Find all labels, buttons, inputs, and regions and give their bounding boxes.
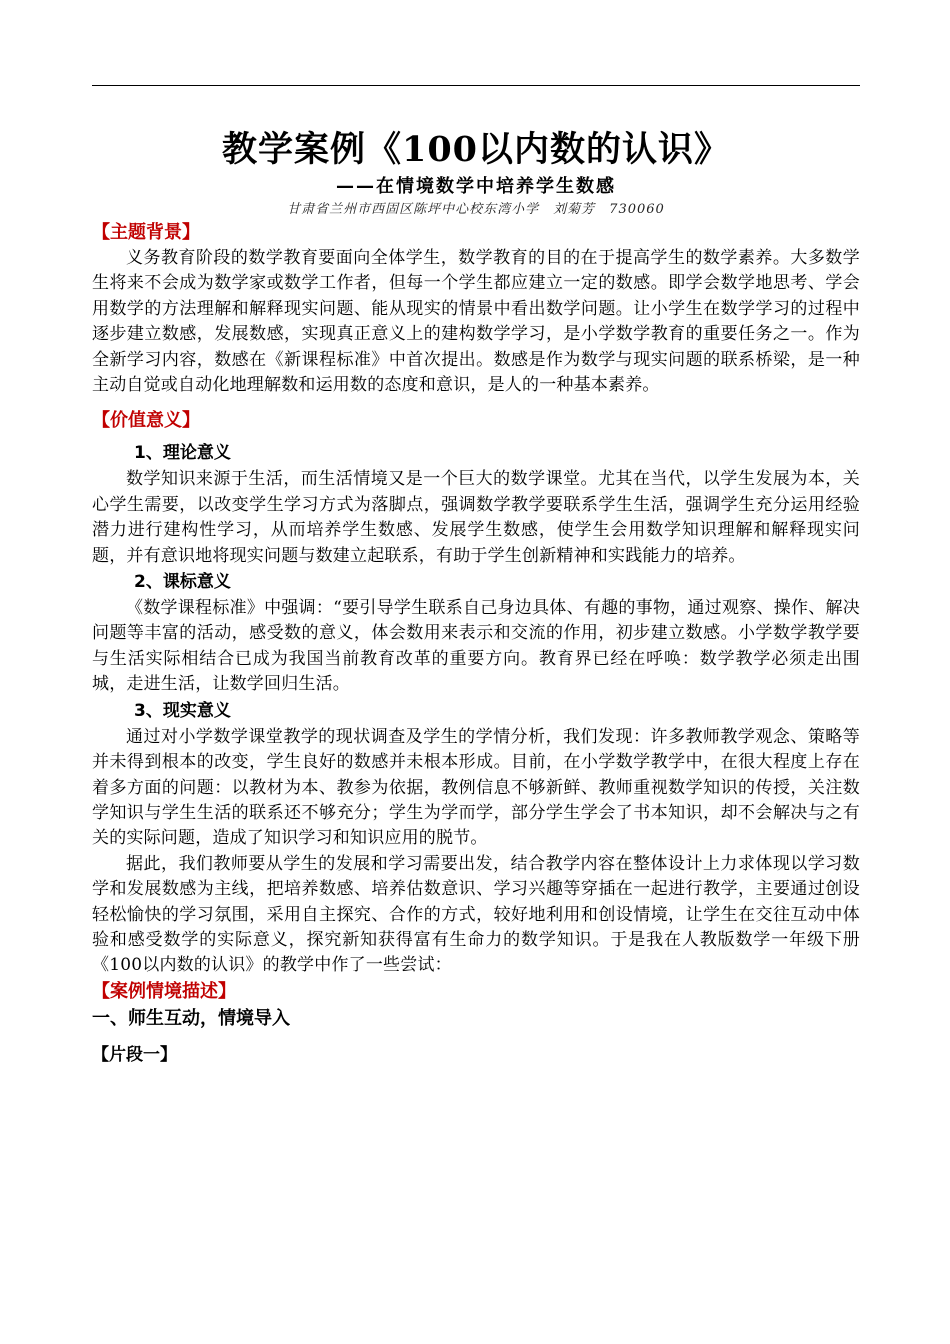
background-paragraph: 义务教育阶段的数学教育要面向全体学生，数学教育的目的在于提高学生的数学素养。大多数学生将来不会成为数学家或数学工作者，但每一个学生都应建立一定的数感。即学会数学地思考、学会用数学的方法理解和解释现实问题、能从现实的情景中看出数学问题。让小学生在数学学习的过程中逐步建立数感，发展数感，实现真正意义上的建构数学学习，是小学数学教育的重要任务之一。作为全新学习内容，数感在《新课程标准》中首次提出。数感是作为数学与现实问题的联系桥梁，是一种主动自觉或自动化地理解数和运用数的态度和意识，是人的一种基本素养。 (92, 248, 860, 396)
document-subtitle: ——在情境数学中培养学生数感 (336, 176, 616, 197)
reality-paragraph-2: 据此，我们教师要从学生的发展和学习需要出发，结合教学内容在整体设计上力求体现以学习数学和发展数感为主线，把培养数感、培养估数意识、学习兴趣等穿插在一起进行教学，主要通过创设轻松愉快的学习氛围，采用自主探究、合作的方式，较好地利用和创设情境，让学生在交往互动中体验和感受数学的实际意义，探究新知获得富有生命力的数学知识。于是我在人教版数学一年级下册《100以内数的认识》的教学中作了一些尝试： (92, 853, 860, 976)
document-body (92, 128, 860, 1069)
document-title: 教学案例《100以内数的认识》 (221, 129, 731, 170)
subheading-theory: 1、理论意义 (134, 443, 231, 464)
section-heading-case: 【案例情境描述】 (92, 980, 236, 1002)
case-part-1-heading: 一、师生互动，情境导入 (92, 1007, 290, 1029)
section-heading-value: 【价值意义】 (92, 410, 200, 432)
section-heading-background: 【主题背景】 (92, 222, 200, 243)
header-rule (92, 85, 860, 86)
subheading-reality: 3、现实意义 (134, 700, 231, 721)
reality-paragraph-1: 通过对小学数学课堂教学的现状调查及学生的学情分析，我们发现：许多教师教学观念、策略等并未得到根本的改变，学生良好的数感并未根本形成。目前，在小学数学教学中，在很大程度上存在着多方面的问题：以教材为本、教参为依据，教例信息不够新鲜、教师重视数学知识的传授，关注数学知识与学生生活的联系还不够充分；学生为学而学，部分学生学会了书本知识，却不会解决与之有关的实际问题，造成了知识学习和知识应用的脱节。 (92, 726, 860, 849)
standard-paragraph: 《数学课程标准》中强调：“要引导学生联系自己身边具体、有趣的事物，通过观察、操作、解决问题等丰富的活动，感受数的意义，体会数用来表示和交流的作用，初步建立数感。小学数学教学要与生活实际相结合已成为我国当前教育改革的重要方向。教育界已经在呼唤：数学教学必须走出围城，走进生活，让数学回归生活。 (92, 598, 860, 695)
theory-paragraph: 数学知识来源于生活，而生活情境又是一个巨大的数学课堂。尤其在当代，以学生发展为本，关心学生需要，以改变学生学习方式为落脚点，强调数学教学要联系学生生活，强调学生充分运用经验潜力进行建构性学习，从而培养学生数感、发展学生数感，使学生会用数学知识理解和解释现实问题，并有意识地将现实问题与数建立起联系，有助于学生创新精神和实践能力的培养。 (92, 469, 860, 566)
author-line: 甘肃省兰州市西固区陈坪中心校东湾小学 刘菊芳 730060 (287, 202, 665, 217)
fragment-1-label: 【片段一】 (92, 1044, 177, 1065)
subheading-standard: 2、课标意义 (134, 572, 231, 593)
